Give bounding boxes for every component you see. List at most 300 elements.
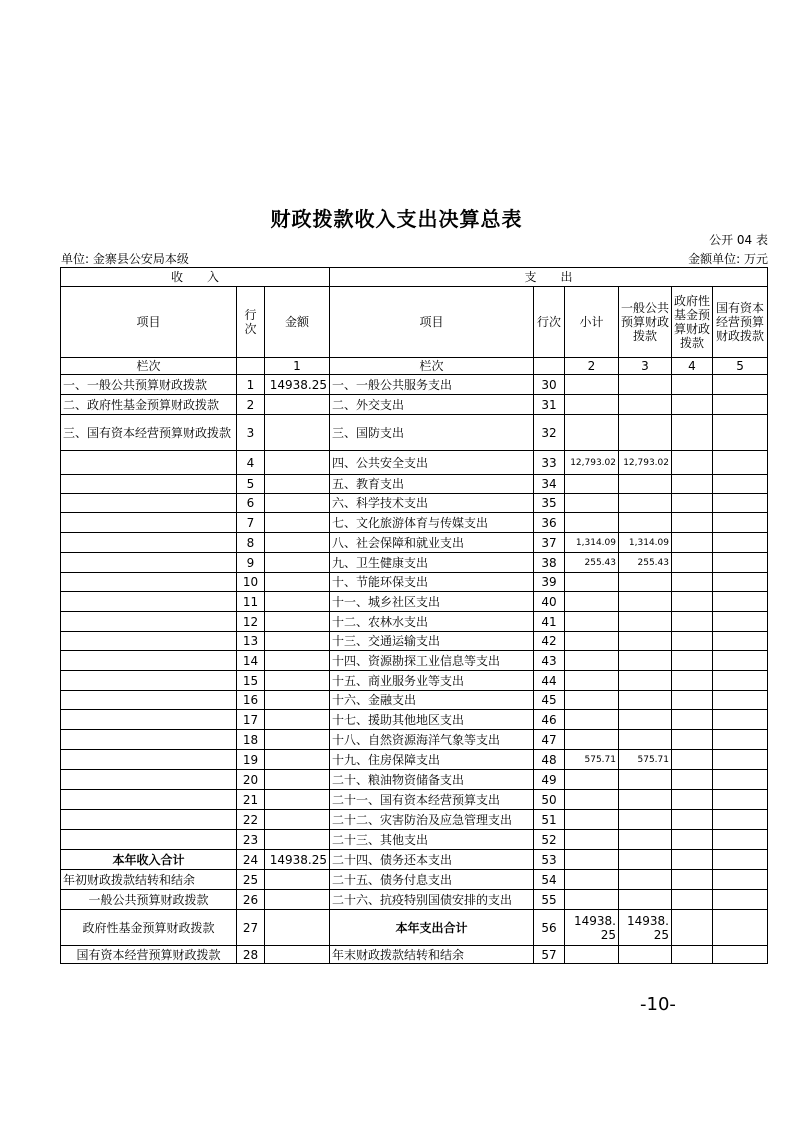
table-row xyxy=(61,533,768,553)
subtotal-value xyxy=(565,790,619,810)
table-row xyxy=(61,750,768,770)
income-amount xyxy=(265,592,330,612)
state-capital-budget-value xyxy=(713,651,768,671)
fund-budget-value xyxy=(672,870,713,890)
expense-row-no: 52 xyxy=(534,830,565,850)
expense-row-no: 40 xyxy=(534,592,565,612)
income-amount: 14938.25 xyxy=(265,375,330,395)
expense-row-no: 30 xyxy=(534,375,565,395)
state-capital-budget-value xyxy=(713,810,768,830)
income-item xyxy=(61,730,237,750)
expense-row-no: 35 xyxy=(534,494,565,513)
income-amount xyxy=(265,475,330,494)
income-row-no: 22 xyxy=(237,810,265,830)
income-item: 国有资本经营预算财政拨款 xyxy=(61,946,237,964)
fund-budget-value xyxy=(672,770,713,790)
state-capital-budget-value xyxy=(713,553,768,573)
state-capital-budget-value xyxy=(713,946,768,964)
form-number: 公开 04 表 xyxy=(709,233,768,247)
general-budget-value xyxy=(619,730,672,750)
page-number: -10- xyxy=(640,994,676,1015)
income-item xyxy=(61,810,237,830)
lanci-1: 1 xyxy=(265,358,330,375)
income-row-no: 5 xyxy=(237,475,265,494)
table-row xyxy=(61,890,768,910)
table-row xyxy=(61,475,768,494)
expense-row-no: 38 xyxy=(534,553,565,573)
table-row xyxy=(61,946,768,964)
state-capital-budget-value xyxy=(713,830,768,850)
subtotal-value: 12,793.02 xyxy=(565,451,619,475)
income-amount xyxy=(265,632,330,651)
income-row-no: 20 xyxy=(237,770,265,790)
state-capital-budget-value xyxy=(713,710,768,730)
expense-item: 十九、住房保障支出 xyxy=(330,750,534,770)
subtotal-value xyxy=(565,592,619,612)
expense-row-no: 41 xyxy=(534,612,565,632)
income-item xyxy=(61,750,237,770)
state-capital-budget-value xyxy=(713,513,768,533)
fund-budget-value xyxy=(672,395,713,415)
subtotal-value xyxy=(565,612,619,632)
income-row-no: 15 xyxy=(237,671,265,691)
state-capital-budget-value xyxy=(713,573,768,592)
expense-row-no: 48 xyxy=(534,750,565,770)
table-row xyxy=(61,451,768,475)
subtotal-value: 255.43 xyxy=(565,553,619,573)
income-item xyxy=(61,651,237,671)
subtotal-value xyxy=(565,810,619,830)
expense-row-no: 36 xyxy=(534,513,565,533)
state-capital-budget-value xyxy=(713,612,768,632)
general-budget-value: 255.43 xyxy=(619,553,672,573)
income-row-no: 2 xyxy=(237,395,265,415)
table-row xyxy=(61,691,768,710)
expense-item: 十一、城乡社区支出 xyxy=(330,592,534,612)
expense-item: 十、节能环保支出 xyxy=(330,573,534,592)
table-row xyxy=(61,573,768,592)
subtotal-value: 14938.25 xyxy=(565,910,619,946)
general-budget-value: 14938.25 xyxy=(619,910,672,946)
expense-row-no: 37 xyxy=(534,533,565,553)
subtotal-value xyxy=(565,870,619,890)
income-amount xyxy=(265,890,330,910)
income-row-no: 16 xyxy=(237,691,265,710)
expense-item: 十二、农林水支出 xyxy=(330,612,534,632)
table-row xyxy=(61,651,768,671)
page-title: 财政拨款收入支出决算总表 xyxy=(270,207,523,231)
income-row-no: 13 xyxy=(237,632,265,651)
income-row-no: 23 xyxy=(237,830,265,850)
income-amount-header: 金额 xyxy=(265,287,330,358)
table-row xyxy=(61,671,768,691)
table-row xyxy=(61,870,768,890)
income-amount xyxy=(265,946,330,964)
subtotal-value xyxy=(565,475,619,494)
general-budget-value xyxy=(619,691,672,710)
general-budget-value xyxy=(619,513,672,533)
fund-budget-value xyxy=(672,850,713,870)
general-budget-value xyxy=(619,395,672,415)
fund-budget-value xyxy=(672,533,713,553)
expense-item: 十六、金融支出 xyxy=(330,691,534,710)
table-row xyxy=(61,850,768,870)
subtotal-value: 575.71 xyxy=(565,750,619,770)
state-capital-budget-value xyxy=(713,395,768,415)
expense-item: 二十二、灾害防治及应急管理支出 xyxy=(330,810,534,830)
table-row xyxy=(61,910,768,946)
fund-budget-value xyxy=(672,810,713,830)
income-amount xyxy=(265,513,330,533)
expense-row-no: 55 xyxy=(534,890,565,910)
expense-row-no: 32 xyxy=(534,415,565,451)
income-row-no: 3 xyxy=(237,415,265,451)
expense-row-no: 42 xyxy=(534,632,565,651)
expense-item: 三、国防支出 xyxy=(330,415,534,451)
general-budget-value xyxy=(619,870,672,890)
general-budget-value: 12,793.02 xyxy=(619,451,672,475)
table-row xyxy=(61,494,768,513)
general-budget-value xyxy=(619,710,672,730)
income-row-no: 18 xyxy=(237,730,265,750)
income-row-no: 14 xyxy=(237,651,265,671)
subtotal-value xyxy=(565,651,619,671)
income-row-no: 25 xyxy=(237,870,265,890)
table-row xyxy=(61,770,768,790)
income-row-no: 12 xyxy=(237,612,265,632)
general-budget-value xyxy=(619,592,672,612)
table-row xyxy=(61,395,768,415)
income-item xyxy=(61,830,237,850)
fund-budget-value xyxy=(672,830,713,850)
income-item: 一、一般公共预算财政拨款 xyxy=(61,375,237,395)
income-amount xyxy=(265,415,330,451)
fund-budget-value xyxy=(672,710,713,730)
income-header: 收 入 xyxy=(61,268,330,287)
income-amount xyxy=(265,710,330,730)
subtotal-value xyxy=(565,395,619,415)
general-budget-value xyxy=(619,573,672,592)
income-amount xyxy=(265,651,330,671)
income-item xyxy=(61,533,237,553)
lanci-right: 栏次 xyxy=(330,358,534,375)
expense-item: 七、文化旅游体育与传媒支出 xyxy=(330,513,534,533)
fund-budget-value xyxy=(672,750,713,770)
expense-item: 二十、粮油物资储备支出 xyxy=(330,770,534,790)
table-row xyxy=(61,592,768,612)
income-item xyxy=(61,451,237,475)
expense-item: 十八、自然资源海洋气象等支出 xyxy=(330,730,534,750)
expense-row-no: 47 xyxy=(534,730,565,750)
general-budget-value xyxy=(619,415,672,451)
fund-budget-value xyxy=(672,451,713,475)
fund-budget-value xyxy=(672,890,713,910)
fund-budget-value xyxy=(672,632,713,651)
expense-row-no: 49 xyxy=(534,770,565,790)
fund-budget-value xyxy=(672,910,713,946)
subtotal-value xyxy=(565,890,619,910)
subtotal-value xyxy=(565,691,619,710)
income-row-no-header: 行次 xyxy=(237,287,265,358)
table-row xyxy=(61,612,768,632)
state-capital-budget-value xyxy=(713,632,768,651)
general-budget-value xyxy=(619,375,672,395)
table-row xyxy=(61,632,768,651)
table-row xyxy=(61,790,768,810)
fund-budget-value xyxy=(672,790,713,810)
income-item: 一般公共预算财政拨款 xyxy=(61,890,237,910)
expense-row-no: 56 xyxy=(534,910,565,946)
state-capital-budget-header: 国有资本经营预算财政拨款 xyxy=(713,287,768,358)
expense-item: 六、科学技术支出 xyxy=(330,494,534,513)
income-item xyxy=(61,691,237,710)
income-amount xyxy=(265,790,330,810)
lanci-3: 3 xyxy=(619,358,672,375)
state-capital-budget-value xyxy=(713,730,768,750)
table-row xyxy=(61,415,768,451)
income-row-no: 4 xyxy=(237,451,265,475)
table-row xyxy=(61,710,768,730)
expense-item: 二、外交支出 xyxy=(330,395,534,415)
fund-budget-value xyxy=(672,612,713,632)
state-capital-budget-value xyxy=(713,533,768,553)
income-row-no: 6 xyxy=(237,494,265,513)
budget-summary-table xyxy=(60,267,768,964)
income-row-no: 7 xyxy=(237,513,265,533)
income-amount xyxy=(265,612,330,632)
income-row-no: 24 xyxy=(237,850,265,870)
fund-budget-value xyxy=(672,375,713,395)
subtotal-value xyxy=(565,830,619,850)
lanci-left: 栏次 xyxy=(61,358,237,375)
income-item xyxy=(61,592,237,612)
money-unit-label: 金额单位: 万元 xyxy=(688,252,768,266)
general-budget-value xyxy=(619,850,672,870)
subtotal-value xyxy=(565,375,619,395)
income-item-header: 项目 xyxy=(61,287,237,358)
expense-row-no: 43 xyxy=(534,651,565,671)
state-capital-budget-value xyxy=(713,770,768,790)
state-capital-budget-value xyxy=(713,691,768,710)
expense-item: 八、社会保障和就业支出 xyxy=(330,533,534,553)
income-item xyxy=(61,710,237,730)
general-budget-value xyxy=(619,494,672,513)
income-amount xyxy=(265,810,330,830)
unit-label: 单位: 金寨县公安局本级 xyxy=(61,252,189,266)
income-item xyxy=(61,513,237,533)
expense-row-no: 33 xyxy=(534,451,565,475)
income-amount xyxy=(265,573,330,592)
table-row xyxy=(61,730,768,750)
general-budget-header: 一般公共预算财政拨款 xyxy=(619,287,672,358)
income-amount xyxy=(265,830,330,850)
state-capital-budget-value xyxy=(713,870,768,890)
expense-header: 支 出 xyxy=(330,268,768,287)
subtotal-header: 小计 xyxy=(565,287,619,358)
income-amount xyxy=(265,451,330,475)
table-row xyxy=(61,513,768,533)
fund-budget-value xyxy=(672,415,713,451)
fund-budget-value xyxy=(672,946,713,964)
fund-budget-header: 政府性基金预算财政拨款 xyxy=(672,287,713,358)
income-row-no: 11 xyxy=(237,592,265,612)
expense-item: 二十五、债务付息支出 xyxy=(330,870,534,890)
lanci-4: 4 xyxy=(672,358,713,375)
expense-item: 一、一般公共服务支出 xyxy=(330,375,534,395)
general-budget-value xyxy=(619,671,672,691)
income-amount xyxy=(265,395,330,415)
state-capital-budget-value xyxy=(713,375,768,395)
fund-budget-value xyxy=(672,553,713,573)
income-item: 本年收入合计 xyxy=(61,850,237,870)
income-row-no: 19 xyxy=(237,750,265,770)
expense-item: 年末财政拨款结转和结余 xyxy=(330,946,534,964)
state-capital-budget-value xyxy=(713,750,768,770)
table-row xyxy=(61,375,768,395)
income-amount xyxy=(265,750,330,770)
general-budget-value xyxy=(619,830,672,850)
income-amount xyxy=(265,730,330,750)
subtotal-value xyxy=(565,632,619,651)
income-item xyxy=(61,612,237,632)
table-row xyxy=(61,810,768,830)
state-capital-budget-value xyxy=(713,910,768,946)
expense-item: 十三、交通运输支出 xyxy=(330,632,534,651)
income-amount: 14938.25 xyxy=(265,850,330,870)
income-amount xyxy=(265,494,330,513)
state-capital-budget-value xyxy=(713,451,768,475)
expense-row-no: 50 xyxy=(534,790,565,810)
expense-row-no: 57 xyxy=(534,946,565,964)
income-item xyxy=(61,553,237,573)
general-budget-value xyxy=(619,632,672,651)
state-capital-budget-value xyxy=(713,475,768,494)
income-item xyxy=(61,671,237,691)
lanci-2: 2 xyxy=(565,358,619,375)
general-budget-value: 1,314.09 xyxy=(619,533,672,553)
table-row xyxy=(61,830,768,850)
expense-row-no: 44 xyxy=(534,671,565,691)
general-budget-value xyxy=(619,770,672,790)
income-row-no: 27 xyxy=(237,910,265,946)
expense-item: 九、卫生健康支出 xyxy=(330,553,534,573)
income-item: 政府性基金预算财政拨款 xyxy=(61,910,237,946)
income-row-no: 10 xyxy=(237,573,265,592)
income-item xyxy=(61,494,237,513)
income-item xyxy=(61,573,237,592)
subtotal-value xyxy=(565,730,619,750)
income-row-no: 28 xyxy=(237,946,265,964)
state-capital-budget-value xyxy=(713,850,768,870)
expense-item: 本年支出合计 xyxy=(330,910,534,946)
income-amount xyxy=(265,770,330,790)
income-amount xyxy=(265,691,330,710)
state-capital-budget-value xyxy=(713,671,768,691)
subtotal-value xyxy=(565,770,619,790)
income-row-no: 1 xyxy=(237,375,265,395)
income-item xyxy=(61,475,237,494)
income-amount xyxy=(265,910,330,946)
expense-item: 十五、商业服务业等支出 xyxy=(330,671,534,691)
income-item xyxy=(61,632,237,651)
income-row-no: 17 xyxy=(237,710,265,730)
general-budget-value xyxy=(619,612,672,632)
fund-budget-value xyxy=(672,651,713,671)
fund-budget-value xyxy=(672,513,713,533)
income-item: 二、政府性基金预算财政拨款 xyxy=(61,395,237,415)
expense-item: 二十一、国有资本经营预算支出 xyxy=(330,790,534,810)
expense-row-no: 46 xyxy=(534,710,565,730)
expense-row-no: 31 xyxy=(534,395,565,415)
expense-item: 二十三、其他支出 xyxy=(330,830,534,850)
table-row xyxy=(61,553,768,573)
general-budget-value xyxy=(619,475,672,494)
subtotal-value xyxy=(565,573,619,592)
general-budget-value xyxy=(619,651,672,671)
expense-item: 四、公共安全支出 xyxy=(330,451,534,475)
lanci-5: 5 xyxy=(713,358,768,375)
expense-row-no: 45 xyxy=(534,691,565,710)
state-capital-budget-value xyxy=(713,890,768,910)
subtotal-value xyxy=(565,513,619,533)
subtotal-value xyxy=(565,494,619,513)
expense-row-no: 39 xyxy=(534,573,565,592)
fund-budget-value xyxy=(672,730,713,750)
income-amount xyxy=(265,671,330,691)
fund-budget-value xyxy=(672,691,713,710)
expense-item: 二十六、抗疫特别国债安排的支出 xyxy=(330,890,534,910)
subtotal-value xyxy=(565,850,619,870)
expense-row-no-header: 行次 xyxy=(534,287,565,358)
expense-row-no: 34 xyxy=(534,475,565,494)
fund-budget-value xyxy=(672,671,713,691)
expense-row-no: 53 xyxy=(534,850,565,870)
income-item: 年初财政拨款结转和结余 xyxy=(61,870,237,890)
state-capital-budget-value xyxy=(713,790,768,810)
general-budget-value: 575.71 xyxy=(619,750,672,770)
income-amount xyxy=(265,533,330,553)
general-budget-value xyxy=(619,790,672,810)
fund-budget-value xyxy=(672,494,713,513)
subtotal-value xyxy=(565,946,619,964)
fund-budget-value xyxy=(672,573,713,592)
income-row-no: 26 xyxy=(237,890,265,910)
state-capital-budget-value xyxy=(713,494,768,513)
income-row-no: 9 xyxy=(237,553,265,573)
income-amount xyxy=(265,553,330,573)
subtotal-value xyxy=(565,710,619,730)
income-item xyxy=(61,770,237,790)
expense-item: 十七、援助其他地区支出 xyxy=(330,710,534,730)
expense-item: 五、教育支出 xyxy=(330,475,534,494)
expense-item: 十四、资源勘探工业信息等支出 xyxy=(330,651,534,671)
subtotal-value: 1,314.09 xyxy=(565,533,619,553)
income-amount xyxy=(265,870,330,890)
expense-row-no: 54 xyxy=(534,870,565,890)
state-capital-budget-value xyxy=(713,415,768,451)
expense-item-header: 项目 xyxy=(330,287,534,358)
state-capital-budget-value xyxy=(713,592,768,612)
income-row-no: 8 xyxy=(237,533,265,553)
general-budget-value xyxy=(619,890,672,910)
general-budget-value xyxy=(619,810,672,830)
expense-row-no: 51 xyxy=(534,810,565,830)
fund-budget-value xyxy=(672,475,713,494)
income-row-no: 21 xyxy=(237,790,265,810)
fund-budget-value xyxy=(672,592,713,612)
subtotal-value xyxy=(565,671,619,691)
income-item xyxy=(61,790,237,810)
